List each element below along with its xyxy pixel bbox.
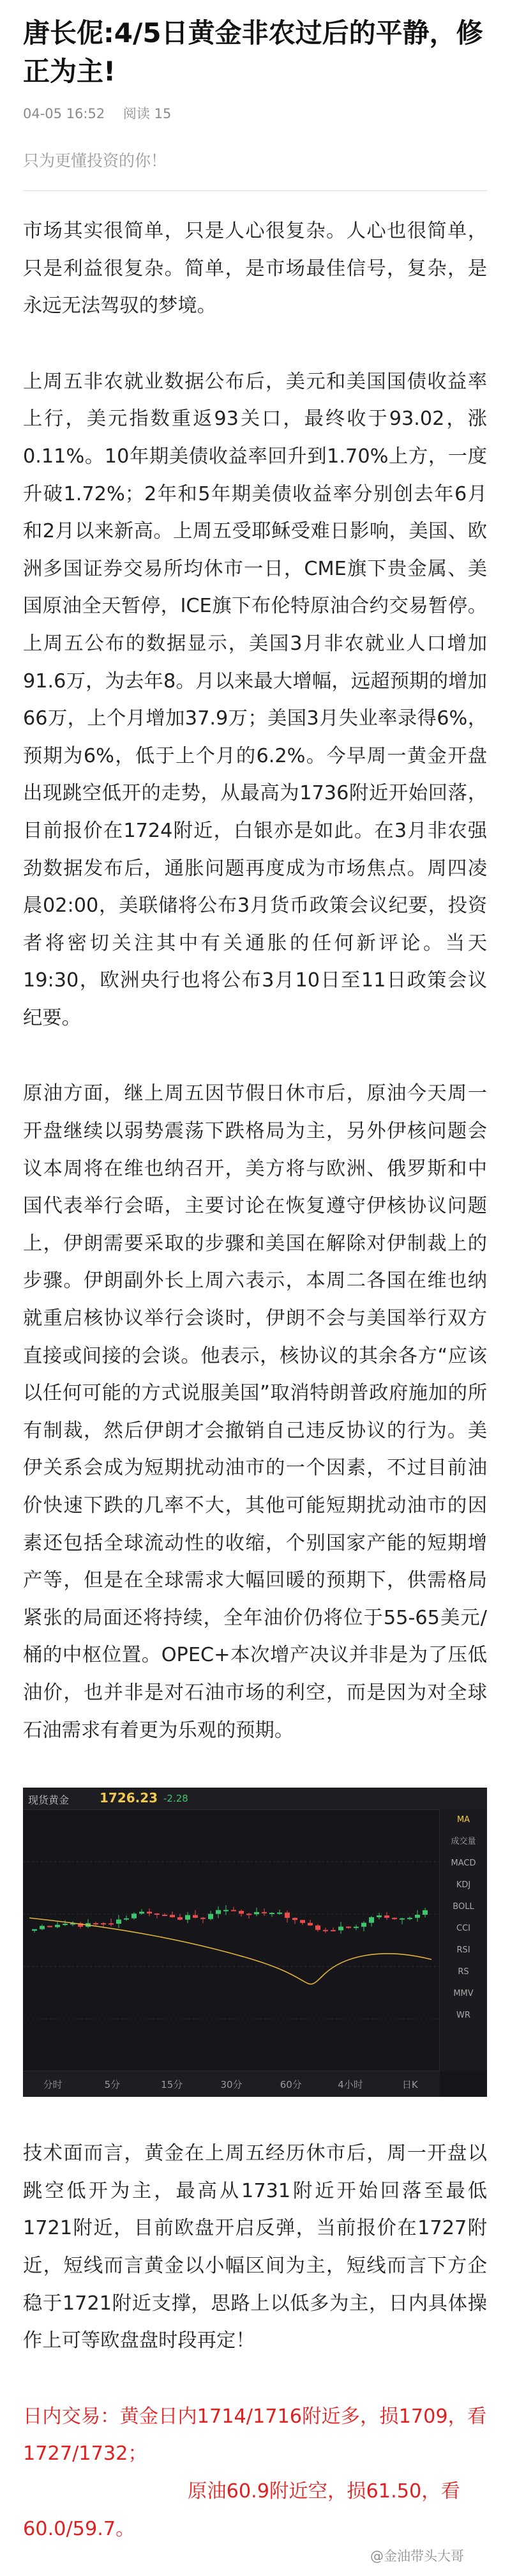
indicator-4[interactable]: BOLL (453, 1902, 474, 1912)
candle-body (231, 1910, 236, 1912)
candle-body (223, 1910, 229, 1912)
timeframe-2[interactable]: 15分 (161, 2078, 183, 2090)
indicator-sidebar (439, 1809, 487, 2071)
candle-body (254, 1912, 259, 1914)
candle-body (177, 1917, 183, 1920)
candle-body (170, 1915, 175, 1917)
candle-body (285, 1913, 290, 1918)
candle-body (63, 1924, 68, 1925)
candle-body (331, 1930, 336, 1931)
indicator-1[interactable]: 成交量 (451, 1837, 476, 1847)
candle-body (116, 1920, 121, 1924)
candle-body (40, 1926, 45, 1929)
candle-body (377, 1915, 382, 1917)
candle-body (338, 1927, 343, 1931)
divider (23, 190, 487, 191)
article-meta (23, 103, 487, 123)
indicator-8[interactable]: MMV (453, 1989, 474, 1999)
indicator-2[interactable]: MACD (451, 1859, 476, 1869)
candle-body (369, 1917, 374, 1923)
candle-body (139, 1912, 144, 1913)
candle-body (407, 1918, 412, 1919)
candle-body (147, 1912, 152, 1913)
chart-instrument: 现货黄金 (28, 1794, 70, 1807)
indicator-5[interactable]: CCI (456, 1924, 470, 1934)
candle-body (55, 1925, 60, 1928)
candle-body (193, 1915, 198, 1918)
candle-body (292, 1918, 297, 1920)
candle-body (208, 1914, 213, 1919)
candle-body (400, 1919, 405, 1920)
candle-body (154, 1913, 160, 1915)
candle-body (361, 1923, 366, 1927)
candle-body (93, 1923, 98, 1924)
candle-body (185, 1915, 190, 1920)
candle-body (269, 1913, 274, 1914)
candle-body (109, 1924, 114, 1925)
strategy-oil (23, 2473, 487, 2548)
candle-body (300, 1920, 305, 1923)
publish-date: 04-05 16:52 (23, 106, 105, 121)
candle-body (392, 1918, 397, 1919)
indicator-6[interactable]: RSI (456, 1945, 470, 1956)
paragraph-technical: 技术面而言，黄金在上周五经历休市后，周一开盘以跳空低开为主，最高从1731附近开始回落至最低1721附近，目前欧盘开启反弹，当前报价在1727附近，短线而言黄金以小幅区间为主，短线而言下方企稳于1721附近支撑，思路上以低多为主，日内具体操作上可等欧盘盘时段再定！ (23, 2142, 487, 2352)
timeframe-bar (23, 2071, 440, 2097)
strategy-oil-text: 原油60.9附近空，损61.50，看60.0/59.7。 (23, 2480, 460, 2540)
candle-body (239, 1911, 244, 1913)
indicator-3[interactable]: KDJ (456, 1880, 471, 1890)
candle-body (423, 1910, 428, 1915)
timeframe-6[interactable]: 日K (401, 2078, 418, 2090)
strategy-gold: 日内交易：黄金日内1714/1716附近多，损1709，看1727/1732； (23, 2405, 487, 2465)
candle-body (162, 1915, 167, 1916)
timeframe-5[interactable]: 4小时 (338, 2078, 363, 2090)
candle-body (262, 1912, 267, 1913)
indicator-9[interactable]: WR (456, 2011, 470, 2021)
candle-body (277, 1913, 282, 1914)
candle-body (47, 1926, 52, 1928)
candle-body (200, 1918, 206, 1919)
article-subtitle: 只为更懂投资的你！ (23, 151, 167, 170)
article-title: 唐长伲:4/5日黄金非农过后的平静，修正为主! (23, 17, 483, 87)
chart-header (23, 1788, 487, 1810)
paragraph-intro: 市场其实很简单，只是人心很复杂。人心也很简单，只是利益很复杂。简单，是市场最佳信号，复杂，是永远无法驾驭的梦境。 (23, 220, 487, 318)
candle-body (346, 1927, 351, 1928)
timeframe-0[interactable]: 分时 (43, 2078, 63, 2090)
candle-body (415, 1915, 420, 1918)
candle-body (32, 1929, 37, 1931)
timeframe-1[interactable]: 5分 (104, 2078, 121, 2090)
moving-average-line (29, 1918, 431, 1984)
chart-change: -2.28 (163, 1793, 188, 1805)
candle-body (101, 1923, 106, 1924)
candle-body (315, 1926, 320, 1930)
read-count: 阅读 15 (123, 106, 172, 121)
candle-body (246, 1914, 251, 1915)
candle-body (131, 1913, 137, 1918)
timeframe-3[interactable]: 30分 (220, 2078, 243, 2090)
candle-body (323, 1930, 328, 1931)
paragraph-oil: 原油方面，继上周五因节假日休市后，原油今天周一开盘继续以弱势震荡下跌格局为主，另外伊核问题会议本周将在维也纳召开，美方将与欧洲、俄罗斯和中国代表举行会晤，主要讨论在恢复遵守伊核协议问题上，伊朗需要采取的步骤和美国在解除对伊制裁上的步骤。伊朗副外长上周六表示，本周二各国在维也纳就重启核协议举行会谈时，伊朗不会与美国举行双方直接或间接的会谈。他表示，核协议的其余各方“应该以任何可能的方式说服美国”取消特朗普政府施加的所有制裁，然后伊朗才会撤销自己违反协议的行为。美伊关系会成为短期扰动油市的一个因素，不过目前油价快速下跌的几率不大，其他可能短期扰动油市的因素还包括全球流动性的收缩，个别国家产能的短期增产等，但是在全球需求大幅回暖的预期下，供需格局紧张的局面还将持续，全年油价仍将位于55-65美元/桶的中枢位置。OPEC+本次增产决议并非是为了压低油价，也并非是对石油市场的利空，而是因为对全球石油需求有着更为乐观的预期。 (23, 1082, 487, 1742)
timeframe-4[interactable]: 60分 (280, 2078, 302, 2090)
indicator-7[interactable]: RS (458, 1967, 469, 1977)
candlestick-plot (23, 1809, 440, 2071)
candle-body (308, 1923, 313, 1926)
paragraph-gold-news: 上周五非农就业数据公布后，美元和美国国债收益率上行，美元指数重返93关口，最终收于93.02，涨0.11%。10年期美债收益率回升到1.70%上方，一度升破1.72%；2年和5年期美债收益率分别创去年6月和2月以来新高。上周五受耶稣受难日影响，美国、欧洲多国证券交易所均休市一日，CME旗下贵金属、美国原油全天暂停，ICE旗下布伦特原油合约交易暂停。上周五公布的数据显示，美国3月非农就业人口增加91.6万，为去年8。月以来最大增幅，远超预期的增加66万，上个月增加37.9万；美国3月失业率录得6%，预期为6%，低于上个月的6.2%。今早周一黄金开盘出现跳空低开的走势，从最高为1736附近开始回落，目前报价在1724附近，白银亦是如此。在3月非农强劲数据发布后，通胀问题再度成为市场焦点。周四凌晨02:00，美联储将公布3月货币政策会议纪要，投资者将密切关注其中有关通胀的任何新评论。当天19:30，欧洲央行也将公布3月10日至11日政策会议纪要。 (23, 370, 487, 1029)
indicator-0[interactable]: MA (456, 1815, 470, 1825)
watermark: @金油带头大哥 (370, 2549, 464, 2564)
candle-body (216, 1910, 221, 1914)
price-chart-screenshot (23, 1788, 487, 2097)
candle-body (354, 1927, 359, 1928)
candle-body (384, 1915, 389, 1918)
chart-price: 1726.23 (100, 1790, 158, 1806)
candle-body (124, 1919, 129, 1920)
